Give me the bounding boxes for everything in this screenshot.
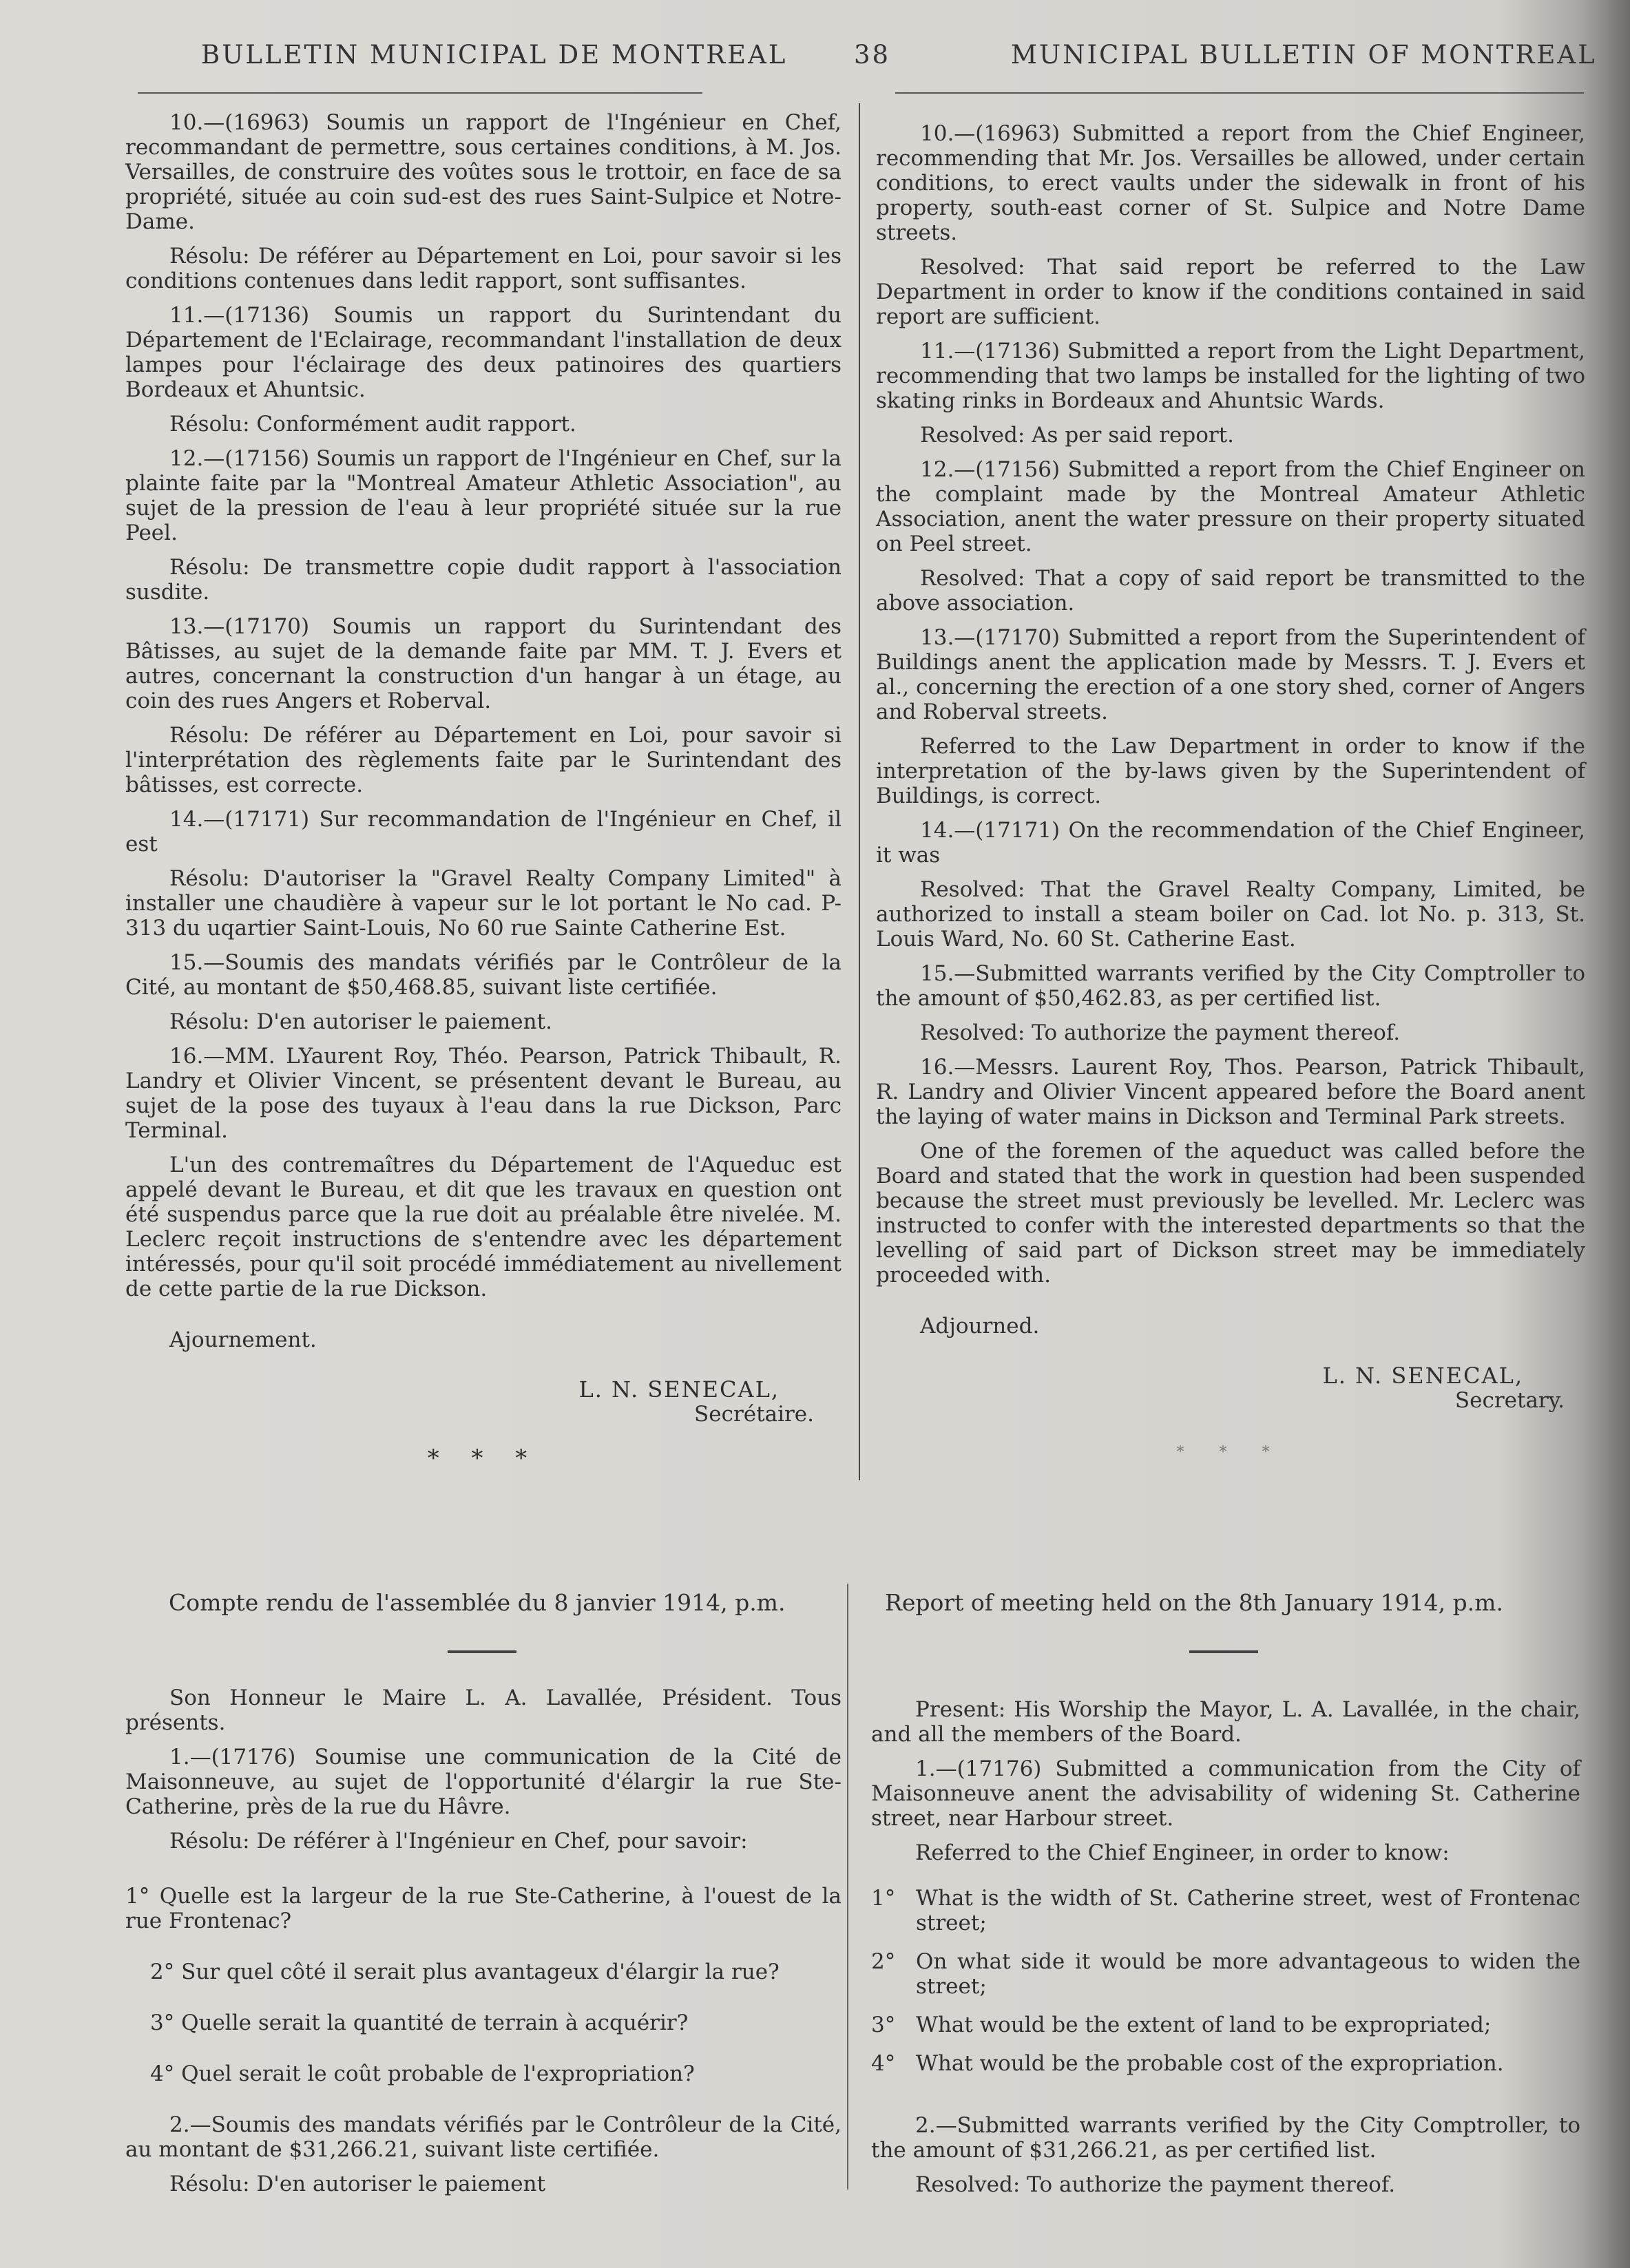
en-question-number: 4°	[871, 2051, 896, 2076]
en-question	[871, 2013, 1580, 2047]
en-paragraph: 10.—(16963) Submitted a report from the Chief Engineer, recommending that Mr. Jos. Versailles be allowed, under certain conditions, to erect vaults under the sidewalk in front of his property, south-east corner of St. Sulpice and Notre Dame streets.	[876, 121, 1585, 245]
en-question	[871, 2051, 1580, 2086]
en-item-1: 1.—(17176) Submitted a communication from the City of Maisonneuve anent the advisability of widening St. Catherine street, near Harbour street.	[871, 1756, 1580, 1831]
fr-paragraph: 10.—(16963) Soumis un rapport de l'Ingénieur en Chef, recommandant de permettre, sous certaines conditions, à M. Jos. Versailles, de construire des voûtes sous le trottoir, en face de sa propriété, située au coin sud-est des rues Saint-Sulpice et Notre-Dame.	[125, 110, 842, 234]
en-paragraph: Resolved: That the Gravel Realty Company, Limited, be authorized to install a steam boiler on Cad. lot No. p. 313, St. Louis Ward, No. 60 St. Catherine East.	[876, 877, 1585, 952]
fr-separator-stars: * * *	[427, 1445, 540, 1472]
fr-paragraph: Résolu: De référer au Département en Loi, pour savoir si les conditions contenues dans ledit rapport, sont suffisantes.	[125, 244, 842, 293]
en-paragraph: 12.—(17156) Submitted a report from the Chief Engineer on the complaint made by the Montreal Amateur Athletic Association, anent the water pressure on their property situated on Peel street.	[876, 457, 1585, 556]
fr-paragraph: Résolu: Conformément audit rapport.	[169, 412, 576, 437]
fr-question: 3° Quelle serait la quantité de terrain à acquérir?	[150, 2010, 689, 2035]
en-resolved-2: Resolved: To authorize the payment thereof.	[915, 2172, 1396, 2197]
fr-paragraph: 13.—(17170) Soumis un rapport du Surintendant des Bâtisses, au sujet de la demande faite par MM. T. J. Evers et autres, concernant la construction d'un hangar à un étage, au coin des rues Angers et Roberval.	[125, 614, 842, 713]
en-paragraph: Resolved: That a copy of said report be transmitted to the above association.	[876, 566, 1585, 616]
fr-resolu-1: Résolu: De référer à l'Ingénieur en Chef, pour savoir:	[169, 1829, 748, 1854]
fr-meeting-heading: Compte rendu de l'assemblée du 8 janvier 1914, p.m.	[169, 1589, 786, 1616]
fr-question: 2° Sur quel côté il serait plus avantageux d'élargir la rue?	[150, 1960, 780, 1984]
fr-question: 4° Quel serait le coût probable de l'expropriation?	[150, 2061, 695, 2086]
en-question-text: On what side it would be more advantageous to widen the street;	[916, 1949, 1580, 1999]
en-question-text: What would be the probable cost of the expropriation.	[916, 2051, 1504, 2076]
header-french-title: BULLETIN MUNICIPAL DE MONTREAL	[201, 40, 788, 70]
en-paragraph: Resolved: That said report be referred to the Law Department in order to know if the conditions contained in said report are sufficient.	[876, 255, 1585, 329]
fr-signature-title: Secrétaire.	[694, 1402, 814, 1427]
fr-item-1: 1.—(17176) Soumise une communication de la Cité de Maisonneuve, au sujet de l'opportunité d'élargir la rue Ste-Catherine, près de la rue du Hâvre.	[125, 1745, 842, 1819]
en-adjournment: Adjourned.	[920, 1314, 1040, 1338]
en-paragraph: Resolved: To authorize the payment thereof.	[920, 1020, 1401, 1045]
english-column-lower	[871, 1697, 1580, 2207]
en-paragraph: Referred to the Law Department in order to know if the interpretation of the by-laws given by the Superintendent of Buildings, is correct.	[876, 734, 1585, 808]
fr-present: Son Honneur le Maire L. A. Lavallée, Président. Tous présents.	[125, 1686, 842, 1735]
page-number: 38	[854, 40, 891, 70]
fr-paragraph: 11.—(17136) Soumis un rapport du Surintendant du Département de l'Eclairage, recommandant l'installation de deux lampes pour l'éclairage des deux patinoires des quartiers Bordeaux et Ahuntsic.	[125, 303, 842, 402]
en-question-number: 2°	[871, 1949, 896, 1974]
column-divider	[859, 103, 860, 1480]
fr-paragraph: Résolu: D'autoriser la "Gravel Realty Company Limited" à installer une chaudière à vapeur sur le lot portant le No cad. P-313 du uqartier Saint-Louis, No 60 rue Sainte Catherine Est.	[125, 866, 842, 941]
fr-question: 1° Quelle est la largeur de la rue Ste-Catherine, à l'ouest de la rue Frontenac?	[125, 1884, 842, 1933]
en-paragraph: 15.—Submitted warrants verified by the City Comptroller to the amount of $50,462.83, as per certified list.	[876, 961, 1585, 1011]
en-signature-title: Secretary.	[1454, 1388, 1565, 1413]
fr-paragraph: Résolu: De transmettre copie dudit rapport à l'association susdite.	[125, 555, 842, 605]
fr-resolu-2: Résolu: D'en autoriser le paiement	[169, 2172, 546, 2196]
fr-question-list	[125, 1884, 842, 2086]
fr-paragraph: 16.—MM. LYaurent Roy, Théo. Pearson, Patrick Thibault, R. Landry et Olivier Vincent, se présentent devant le Bureau, au sujet de la pose des tuyaux à l'eau dans la rue Dickson, Parc Terminal.	[125, 1044, 842, 1143]
french-column-lower	[125, 1686, 842, 2206]
header-rule-right	[895, 92, 1584, 94]
en-item-2: 2.—Submitted warrants verified by the City Comptroller, to the amount of $31,266.21, as per certified list.	[871, 2113, 1580, 2163]
en-signature-name: L. N. SENECAL,	[1322, 1363, 1523, 1389]
fr-item-2: 2.—Soumis des mandats vérifiés par le Contrôleur de la Cité, au montant de $31,266.21, suivant liste certifiée.	[125, 2112, 842, 2162]
en-question-text: What is the width of St. Catherine street, west of Frontenac street;	[916, 1886, 1580, 1935]
fr-paragraph: 15.—Soumis des mandats vérifiés par le Contrôleur de la Cité, au montant de $50,468.85, suivant liste certifiée.	[125, 950, 842, 1000]
en-question-list	[871, 1886, 1580, 2086]
en-question-text: What would be the extent of land to be expropriated;	[916, 2013, 1492, 2037]
fr-short-rule	[448, 1650, 516, 1653]
header-english-title: MUNICIPAL BULLETIN OF MONTREAL	[1011, 40, 1597, 70]
fr-paragraph: Résolu: De référer au Département en Loi, pour savoir si l'interprétation des règlements faite par le Surintendant des bâtisses, est correcte.	[125, 723, 842, 797]
en-meeting-heading: Report of meeting held on the 8th January 1914, p.m.	[885, 1589, 1503, 1616]
french-column	[125, 110, 842, 1471]
en-referred-1: Referred to the Chief Engineer, in order to know:	[915, 1840, 1450, 1865]
en-question	[871, 1949, 1580, 2008]
header-rule-left	[138, 92, 702, 94]
en-separator-stars: * * *	[1176, 1444, 1285, 1461]
fr-paragraph: 14.—(17171) Sur recommandation de l'Ingénieur en Chef, il est	[125, 807, 842, 857]
en-question-number: 3°	[871, 2013, 896, 2037]
en-question-number: 1°	[871, 1886, 896, 1911]
en-paragraph: Resolved: As per said report.	[920, 423, 1234, 448]
en-paragraph: One of the foremen of the aqueduct was called before the Board and stated that the work in question had been suspended because the street must previously be levelled. Mr. Leclerc was instructed to confer with the interested departments so that the levelling of said part of Dickson street may be immediately proceeded with.	[876, 1139, 1585, 1288]
fr-paragraph: Résolu: D'en autoriser le paiement.	[169, 1009, 552, 1034]
en-paragraph: 11.—(17136) Submitted a report from the Light Department, recommending that two lamps be installed for the lighting of two skating rinks in Bordeaux and Ahuntsic Wards.	[876, 339, 1585, 413]
fr-adjournment: Ajournement.	[169, 1327, 317, 1352]
fr-paragraph: L'un des contremaîtres du Département de l'Aqueduc est appelé devant le Bureau, et dit que les travaux en question ont été suspendus parce que la rue doit au préalable être nivelée. M. Leclerc reçoit instructions de s'entendre avec les département intéressés, pour qu'il soit procédé immédiatement au nivellement de cette partie de la rue Dickson.	[125, 1153, 842, 1301]
en-present: Present: His Worship the Mayor, L. A. Lavallée, in the chair, and all the members of the Board.	[871, 1697, 1580, 1747]
fr-paragraph: 12.—(17156) Soumis un rapport de l'Ingénieur en Chef, sur la plainte faite par la "Montreal Amateur Athletic Association", au sujet de la pression de l'eau à leur propriété située sur la rue Peel.	[125, 446, 842, 545]
en-paragraph: 14.—(17171) On the recommendation of the Chief Engineer, it was	[876, 818, 1585, 868]
fr-signature-name: L. N. SENECAL,	[578, 1376, 780, 1403]
english-column	[876, 121, 1585, 1465]
en-paragraph: 16.—Messrs. Laurent Roy, Thos. Pearson, Patrick Thibault, R. Landry and Olivier Vincent appeared before the Board anent the laying of water mains in Dickson and Terminal Park streets.	[876, 1055, 1585, 1129]
en-question	[871, 1886, 1580, 1945]
column-divider-lower	[847, 1584, 848, 2190]
en-short-rule	[1189, 1650, 1258, 1653]
en-paragraph: 13.—(17170) Submitted a report from the Superintendent of Buildings anent the application made by Messrs. T. J. Evers et al., concerning the erection of a one story shed, corner of Angers and Roberval streets.	[876, 625, 1585, 724]
